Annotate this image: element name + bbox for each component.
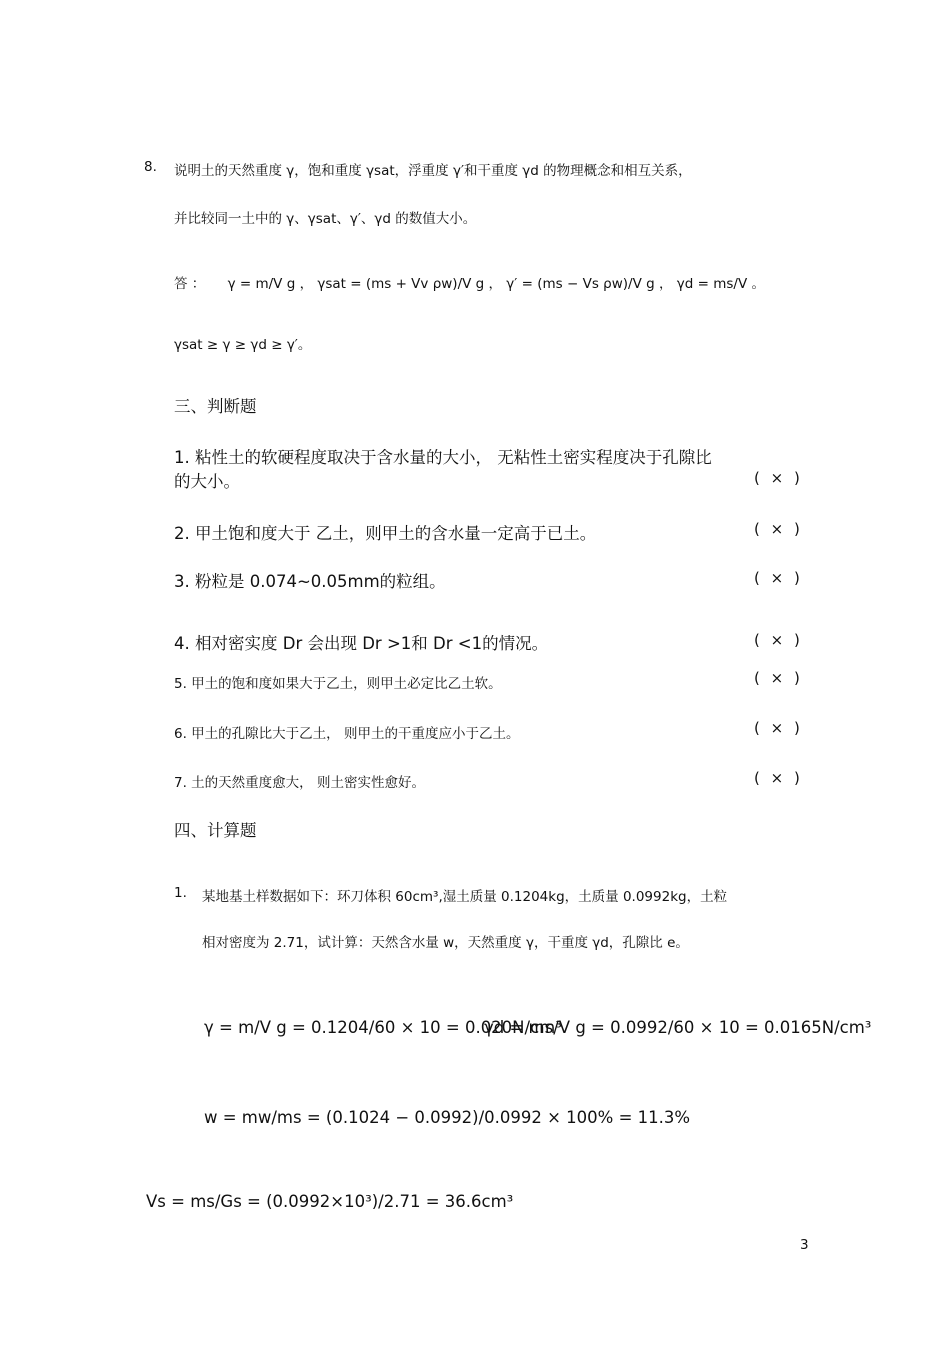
formula-solid-volume: Vs = ms/Gs = (0.0992×10³)/2.71 = 36.6cm³ <box>146 1192 514 1211</box>
judge-item-7: 7. 土的天然重度愈大， 则土密实性愈好。 <box>174 775 425 791</box>
judge-mark-2: ( × ) <box>754 520 800 538</box>
judge-item-6: 6. 甲土的孔隙比大于乙土， 则甲土的干重度应小于乙土。 <box>174 726 520 742</box>
judge-item-3: 3. 粉粒是 0.074~0.05mm的粒组。 <box>174 572 446 591</box>
judge-item-1: 1. 粘性土的软硬程度取决于含水量的大小， 无粘性土密实程度决于孔隙比 <box>174 448 712 467</box>
judge-item-1-cont: 的大小。 <box>174 472 240 491</box>
judge-mark-6: ( × ) <box>754 719 800 737</box>
q8-answer-label: 答 ： <box>174 276 206 292</box>
judge-item-2: 2. 甲土饱和度大于 乙土，则甲土的含水量一定高于已土。 <box>174 524 597 543</box>
q8-line1: 说明土的天然重度 γ，饱和重度 γsat，浮重度 γ′和干重度 γd 的物理概念和相互关系， <box>174 163 692 179</box>
q8-line2: 并比较同一土中的 γ、γsat、γ′、γd 的数值大小。 <box>174 211 477 227</box>
judge-item-4: 4. 相对密实度 Dr 会出现 Dr >1和 Dr <1的情况。 <box>174 634 549 653</box>
formula-water-content: w = mw/ms = (0.1024 − 0.0992)/0.0992 × 100% = 11.3% <box>204 1108 691 1127</box>
q8-relation: γsat ≥ γ ≥ γd ≥ γ′。 <box>174 337 312 353</box>
page-number: 3 <box>800 1237 809 1253</box>
judge-mark-1: ( × ) <box>754 469 800 487</box>
formula-gamma-d: γd = ms/V g = 0.0992/60 × 10 = 0.0165N/cm³ <box>484 1018 872 1037</box>
formula-gamma: γ = m/V g = 0.1204/60 × 10 = 0.020N/cm³ <box>204 1018 562 1037</box>
problem-line2: 相对密度为 2.71，试计算：天然含水量 w，天然重度 γ，干重度 γd，孔隙比 e。 <box>202 935 689 951</box>
problem-line1: 某地基土样数据如下：环刀体积 60cm³,湿土质量 0.1204kg，土质量 0.0992kg，土粒 <box>202 889 728 905</box>
q8-answer <box>174 272 765 292</box>
judge-mark-5: ( × ) <box>754 669 800 687</box>
problem-number: 1. <box>174 885 187 901</box>
judge-mark-7: ( × ) <box>754 769 800 787</box>
q8-number: 8. <box>144 159 157 175</box>
judge-mark-3: ( × ) <box>754 569 800 587</box>
section3-title: 三、判断题 <box>174 397 257 416</box>
section4-title: 四、计算题 <box>174 821 257 840</box>
judge-mark-4: ( × ) <box>754 631 800 649</box>
judge-item-5: 5. 甲土的饱和度如果大于乙土，则甲土必定比乙土软。 <box>174 676 502 692</box>
q8-answer-formulas: γ = m/V g ， γsat = (ms + Vv ρw)/V g ， γ′ = (ms − Vs ρw)/V g ， γd = ms/V 。 <box>227 276 765 292</box>
